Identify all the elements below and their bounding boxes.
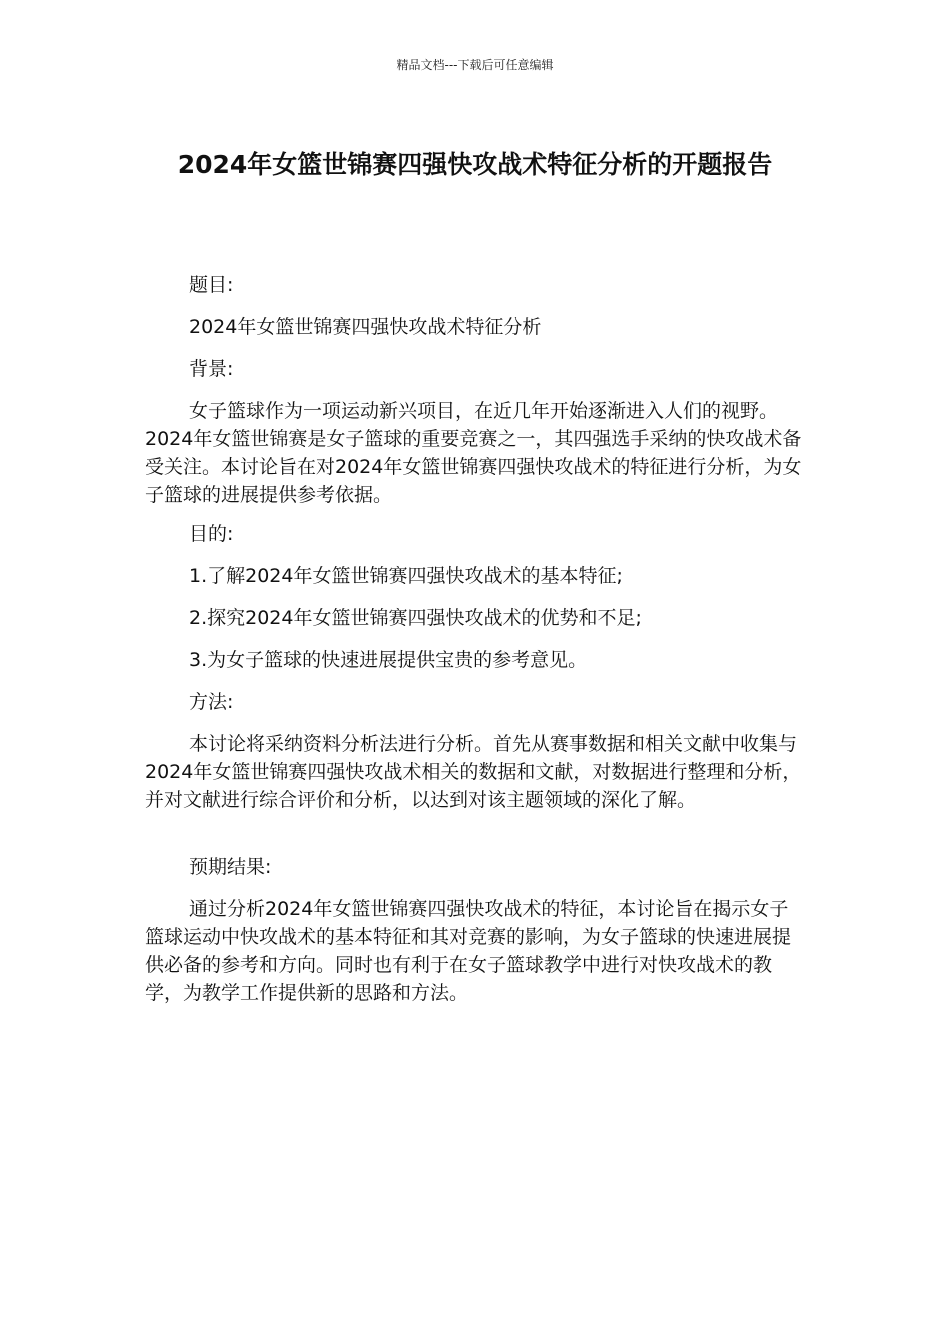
purpose-label: 目的: — [189, 523, 234, 545]
topic-label: 题目: — [189, 274, 234, 296]
purpose-item: 1.了解2024年女篮世锦赛四强快攻战术的基本特征; — [189, 565, 623, 587]
purpose-item: 3.为女子篮球的快速进展提供宝贵的参考意见。 — [189, 649, 588, 671]
method-label: 方法: — [189, 691, 234, 713]
background-label: 背景: — [189, 358, 234, 380]
purpose-item: 2.探究2024年女篮世锦赛四强快攻战术的优势和不足; — [189, 607, 642, 629]
topic-text: 2024年女篮世锦赛四强快攻战术特征分析 — [189, 316, 542, 338]
results-paragraph: 通过分析2024年女篮世锦赛四强快攻战术的特征，本讨论旨在揭示女子篮球运动中快攻战术的基本特征和其对竞赛的影响，为女子篮球的快速进展提供必备的参考和方向。同时也有利于在女子篮球教学中进行对快攻战术的教学，为教学工作提供新的思路和方法。 — [145, 898, 792, 1004]
method-paragraph: 本讨论将采纳资料分析法进行分析。首先从赛事数据和相关文献中收集与2024年女篮世锦赛四强快攻战术相关的数据和文献，对数据进行整理和分析，并对文献进行综合评价和分析，以达到对该主题领域的深化了解。 — [145, 733, 802, 811]
document-title: 2024年女篮世锦赛四强快攻战术特征分析的开题报告 — [177, 150, 773, 179]
results-label: 预期结果: — [189, 856, 272, 878]
background-paragraph: 女子篮球作为一项运动新兴项目，在近几年开始逐渐进入人们的视野。2024年女篮世锦赛是女子篮球的重要竞赛之一，其四强选手采纳的快攻战术备受关注。本讨论旨在对2024年女篮世锦赛四强快攻战术的特征进行分析，为女子篮球的进展提供参考依据。 — [145, 400, 802, 506]
header-note: 精品文档---下载后可任意编辑 — [396, 58, 554, 72]
